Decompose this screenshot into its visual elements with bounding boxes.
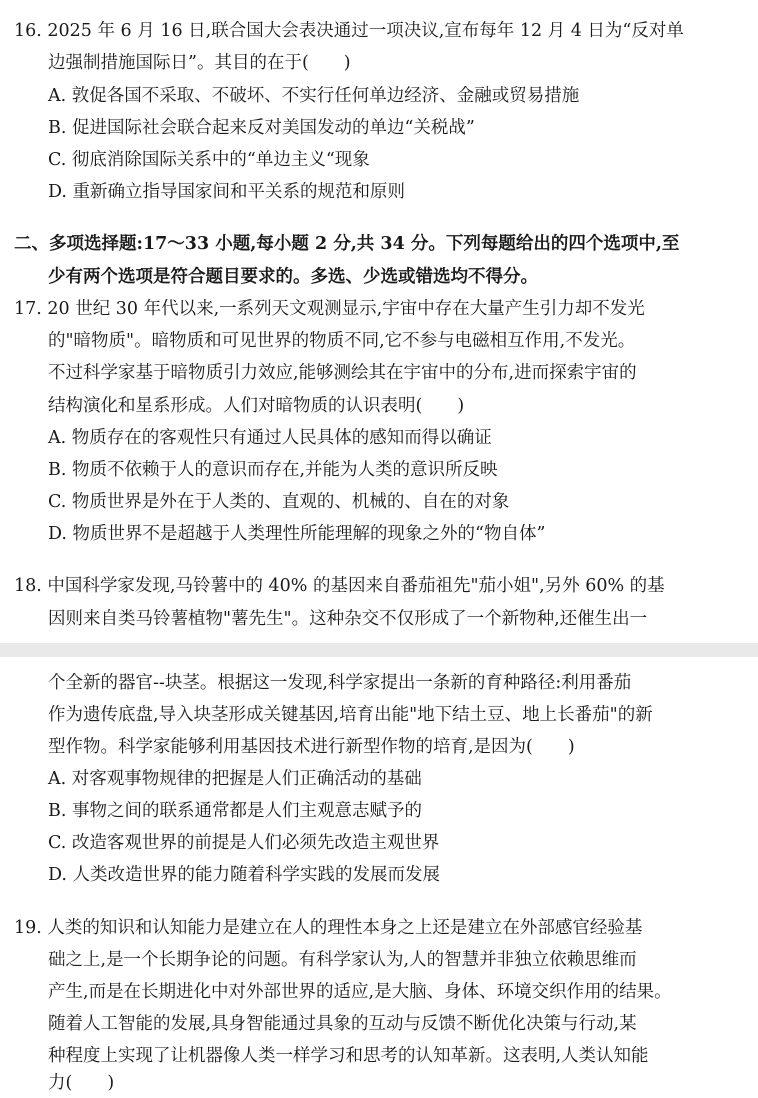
q16-stem-line-2: 边强制措施国际日”。其目的在于( ) xyxy=(48,53,351,73)
q16-option-d: D. 重新确立指导国家间和平关系的规范和原则 xyxy=(48,182,406,202)
q17-option-a: A. 物质存在的客观性只有通过人民具体的感知而得以确证 xyxy=(48,428,492,448)
q18-stem-line-1: 18. 中国科学家发现,马铃薯中的 40% 的基因来自番茄祖先"茄小姐",另外 60% 的基 xyxy=(14,576,665,596)
q18-stem-line-4: 作为遗传底盘,导入块茎形成关键基因,培育出能"地下结土豆、地上长番茄"的新 xyxy=(48,705,653,725)
q17-option-d: D. 物质世界不是超越于人类理性所能理解的现象之外的“物自体” xyxy=(48,524,546,544)
q18-option-c: C. 改造客观世界的前提是人们必须先改造主观世界 xyxy=(48,833,440,853)
q17-option-b: B. 物质不依赖于人的意识而存在,并能为人类的意识所反映 xyxy=(48,460,498,480)
q18-stem-line-2: 因则来自类马铃薯植物"薯先生"。这种杂交不仅形成了一个新物种,还催生出一 xyxy=(48,609,648,629)
page-break-separator xyxy=(0,643,758,657)
q17-stem-line-4: 结构演化和星系形成。人们对暗物质的认识表明( ) xyxy=(48,396,465,416)
q18-option-b: B. 事物之间的联系通常都是人们主观意志赋予的 xyxy=(48,801,422,821)
q17-stem-line-2: 的"暗物质"。暗物质和可见世界的物质不同,它不参与电磁相互作用,不发光。 xyxy=(48,331,636,351)
q16-option-a: A. 敦促各国不采取、不破坏、不实行任何单边经济、金融或贸易措施 xyxy=(48,86,580,106)
q17-stem-line-1: 17. 20 世纪 30 年代以来,一系列天文观测显示,宇宙中存在大量产生引力却不发光 xyxy=(14,299,645,319)
q18-stem-line-5: 型作物。科学家能够利用基因技术进行新型作物的培育,是因为( ) xyxy=(48,737,575,757)
section-2-header-line-2: 少有两个选项是符合题目要求的。多选、少选或错选均不得分。 xyxy=(48,267,538,287)
page-panel-bottom xyxy=(0,657,758,1098)
q16-option-b: B. 促进国际社会联合起来反对美国发动的单边“关税战” xyxy=(48,118,475,138)
q19-stem-line-4: 随着人工智能的发展,具身智能通过具象的互动与反馈不断优化决策与行动,某 xyxy=(48,1014,637,1034)
q17-option-c: C. 物质世界是外在于人类的、直观的、机械的、自在的对象 xyxy=(48,492,510,512)
q19-stem-line-3: 产生,而是在长期进化中对外部世界的适应,是大脑、身体、环境交织作用的结果。 xyxy=(48,982,672,1002)
q18-option-d: D. 人类改造世界的能力随着科学实践的发展而发展 xyxy=(48,865,441,885)
q16-option-c: C. 彻底消除国际关系中的“单边主义“现象 xyxy=(48,150,370,170)
q19-stem-line-2: 础之上,是一个长期争论的问题。有科学家认为,人的智慧并非独立依赖思维而 xyxy=(48,950,637,970)
q17-stem-line-3: 不过科学家基于暗物质引力效应,能够测绘其在宇宙中的分布,进而探索宇宙的 xyxy=(48,363,637,383)
q19-stem-line-6: 力( ) xyxy=(48,1073,115,1093)
q19-stem-line-1: 19. 人类的知识和认知能力是建立在人的理性本身之上还是建立在外部感官经验基 xyxy=(14,918,643,938)
section-2-header-line-1: 二、多项选择题:17～33 小题,每小题 2 分,共 34 分。下列每题给出的四个选项中,至 xyxy=(14,234,680,254)
q16-stem-line-1: 16. 2025 年 6 月 16 日,联合国大会表决通过一项决议,宣布每年 12 月 4 日为“反对单 xyxy=(14,21,684,41)
q18-stem-line-3: 个全新的器官--块茎。根据这一发现,科学家提出一条新的育种路径:利用番茄 xyxy=(48,673,632,693)
q18-option-a: A. 对客观事物规律的把握是人们正确活动的基础 xyxy=(48,769,422,789)
q19-stem-line-5: 种程度上实现了让机器像人类一样学习和思考的认知革新。这表明,人类认知能 xyxy=(48,1046,649,1066)
